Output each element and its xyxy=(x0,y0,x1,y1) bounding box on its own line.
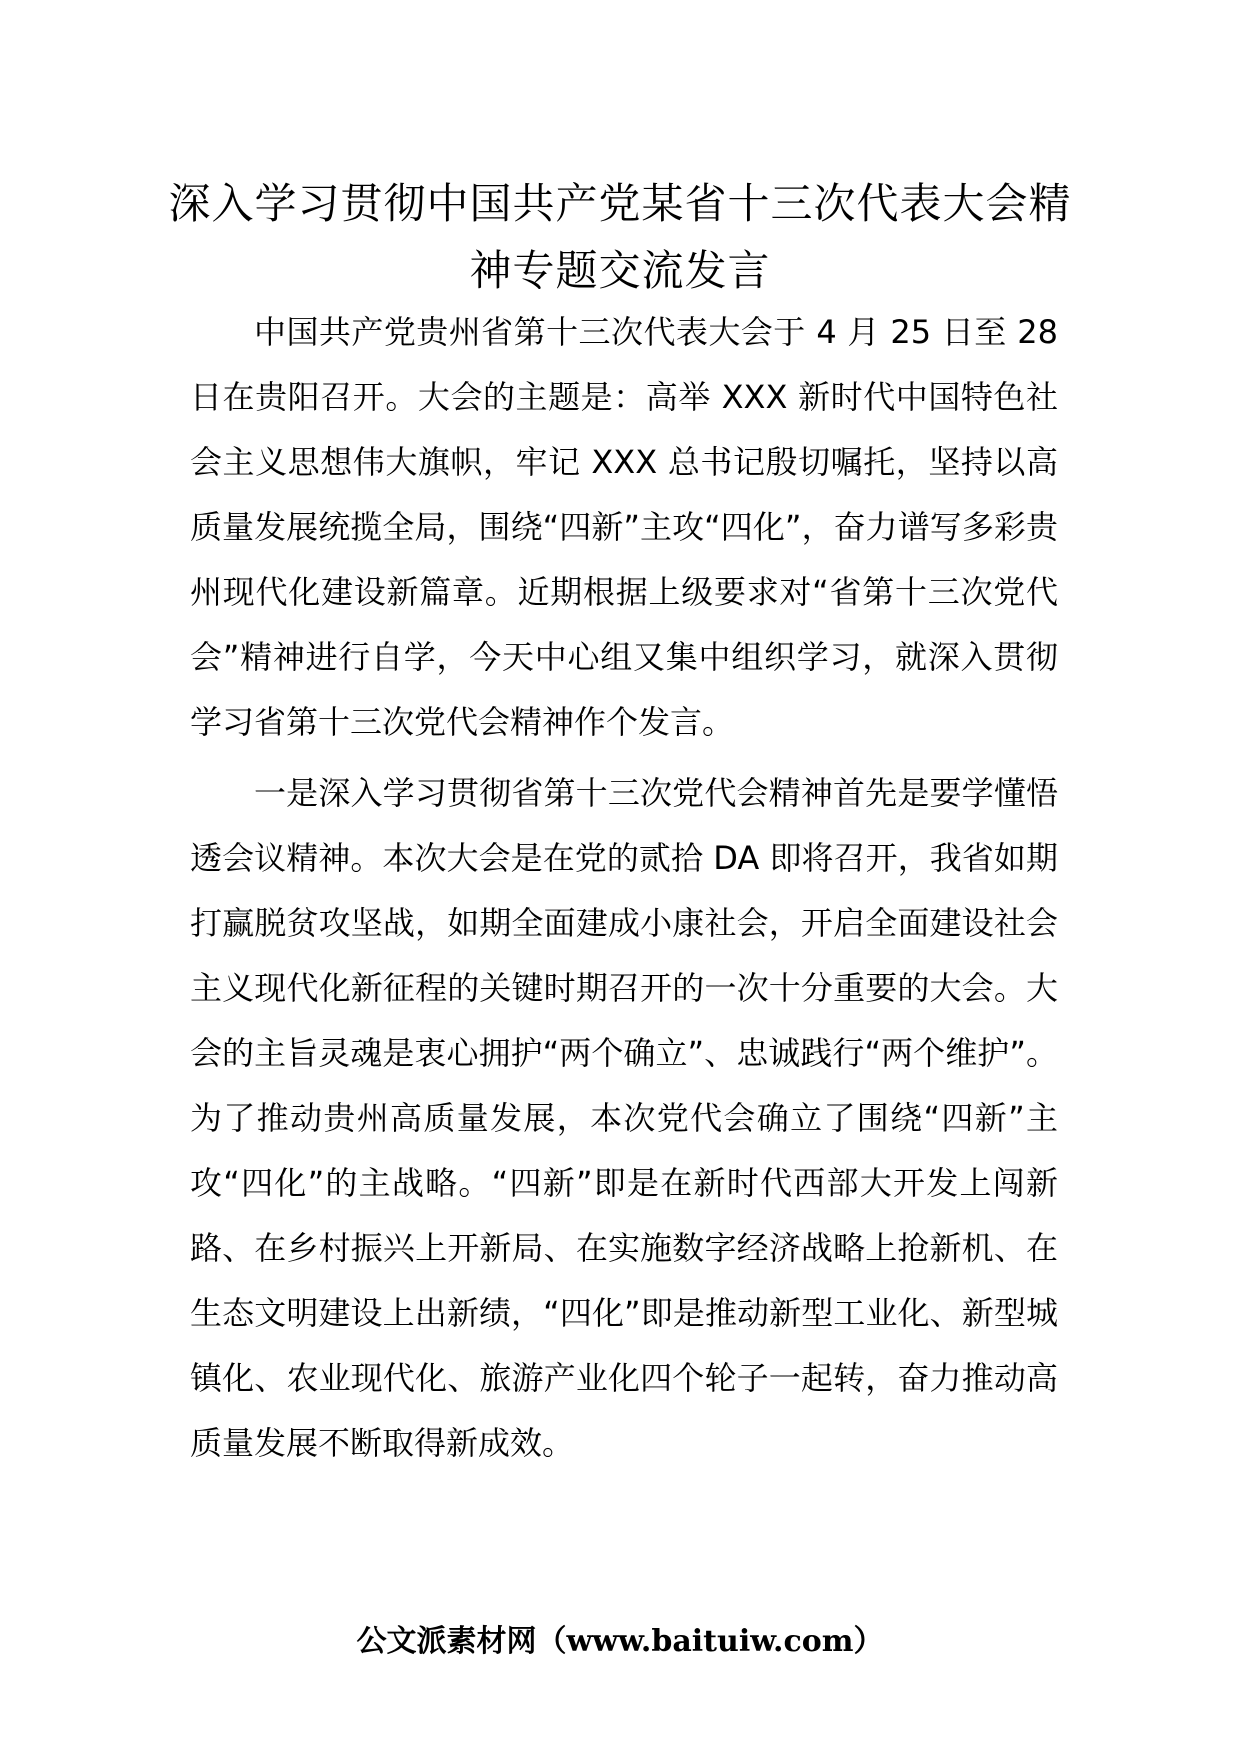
paragraph-point-one: 一是深入学习贯彻省第十三次党代会精神首先是要学懂悟透会议精神。本次大会是在党的贰拾 DA 即将召开，我省如期打赢脱贫攻坚战，如期全面建成小康社会，开启全面建设社会主义现代化新征程的关键时期召开的一次十分重要的大会。大会的主旨灵魂是衷心拥护“两个确立”、忠诚践行“两个维护”。为了推动贵州高质量发展，本次党代会确立了围绕“四新”主攻“四化”的主战略。“四新”即是在新时代西部大开发上闯新路、在乡村振兴上开新局、在实施数字经济战略上抢新机、在生态文明建设上出新绩，“四化”即是推动新型工业化、新型城镇化、农业现代化、旅游产业化四个轮子一起转，奋力推动高质量发展不断取得新成效。 xyxy=(190,774,1058,1462)
document-body xyxy=(190,300,1058,1482)
paragraph-intro: 中国共产党贵州省第十三次代表大会于 4 月 25 日至 28 日在贵阳召开。大会的主题是：高举 XXX 新时代中国特色社会主义思想伟大旗帜，牢记 XXX 总书记殷切嘱托，坚持以高质量发展统揽全局，围绕“四新”主攻“四化”，奋力谱写多彩贵州现代化建设新篇章。近期根据上级要求对“省第十三次党代会”精神进行自学，今天中心组又集中组织学习，就深入贯彻学习省第十三次党代会精神作个发言。 xyxy=(190,313,1058,741)
document-title: 深入学习贯彻中国共产党某省十三次代表大会精神专题交流发言 xyxy=(168,179,1072,295)
source-footer: 公文派素材网（www.baituiw.com） xyxy=(356,1624,884,1659)
